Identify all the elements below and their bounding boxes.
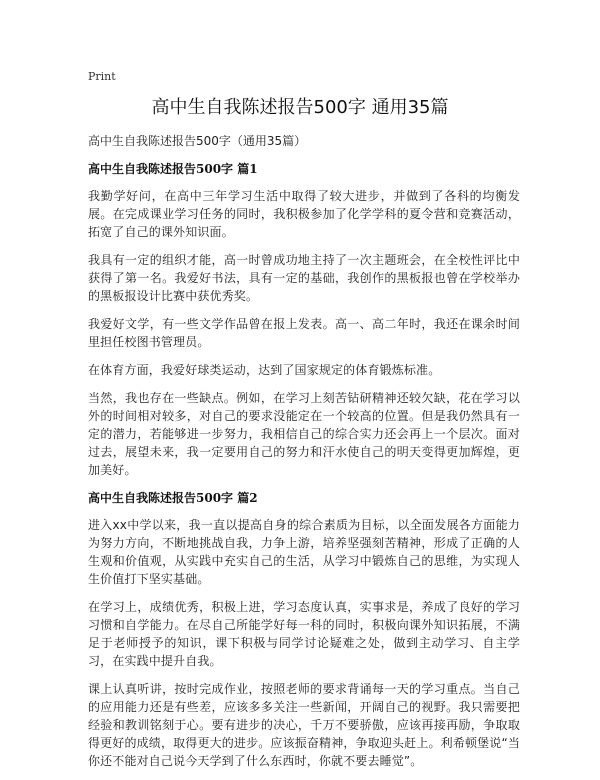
section-heading-1: 高中生自我陈述报告500字 篇1 [88, 162, 258, 176]
paragraph: 进入xx中学以来，我一直以提高自身的综合素质为目标，以全面发展各方面能力为努力方向，不断地挑战自我，力争上游，培养坚强刻苦精神，形成了正确的人生观和价值观，从实践中充实自己的生活，从学习中锻炼自己的思维，为实现人生价值打下坚实基础。 [88, 518, 520, 586]
paragraph: 课上认真听讲，按时完成作业，按照老师的要求背诵每一天的学习重点。当自己的应用能力还是有些差，应该多多关注一些新闻，开阔自己的视野。我只需要把经验和教训铭刻于心。要有进步的决心，千万不要骄傲，应该再接再励，争取取得更好的成绩，取得更大的进步。应该振奋精神，争取迎头赶上。利希顿堡说“当你还不能对自己说今天学到了什么东西时，你就不要去睡觉”。 [88, 682, 520, 768]
document-body [88, 132, 520, 780]
page-title: 高中生自我陈述报告500字 通用35篇 [151, 97, 449, 118]
document-subtitle: 高中生自我陈述报告500字（通用35篇） [88, 134, 307, 148]
print-label[interactable]: Print [88, 70, 116, 83]
paragraph: 当然，我也存在一些缺点。例如，在学习上刻苦钻研精神还较欠缺，花在学习以外的时间相对较多，对自己的要求没能定在一个较高的位置。但是我仍然具有一定的潜力，若能够进一步努力，我相信自己的综合实力还会再上一个层次。面对过去，展望未来，我一定要用自己的努力和汗水使自己的明天变得更加辉煌，更加美好。 [88, 391, 520, 477]
section-heading-2: 高中生自我陈述报告500字 篇2 [88, 491, 258, 505]
paragraph: 我具有一定的组织才能，高一时曾成功地主持了一次主题班会，在全校性评比中获得了第一名。我爱好书法，具有一定的基础，我创作的黑板报也曾在学校举办的黑板报设计比赛中获优秀奖。 [88, 253, 520, 303]
paragraph: 我勤学好问，在高中三年学习生活中取得了较大进步，并做到了各科的均衡发展。在完成课业学习任务的同时，我积极参加了化学学科的夏令营和竞赛活动，拓宽了自己的课外知识面。 [88, 189, 520, 239]
paragraph: 我爱好文学，有一些文学作品曾在报上发表。高一、高二年时，我还在课余时间里担任校图书管理员。 [88, 317, 520, 349]
paragraph: 在体育方面，我爱好球类运动，达到了国家规定的体育锻炼标准。 [88, 363, 441, 377]
paragraph: 在学习上，成绩优秀，积极上进，学习态度认真，实事求是，养成了良好的学习习惯和自学能力。在尽自己所能学好每一科的同时，积极向课外知识拓展，不满足于老师授予的知识，课下积极与同学讨论疑难之处，做到主动学习、自主学习，在实践中提升自我。 [88, 600, 520, 668]
